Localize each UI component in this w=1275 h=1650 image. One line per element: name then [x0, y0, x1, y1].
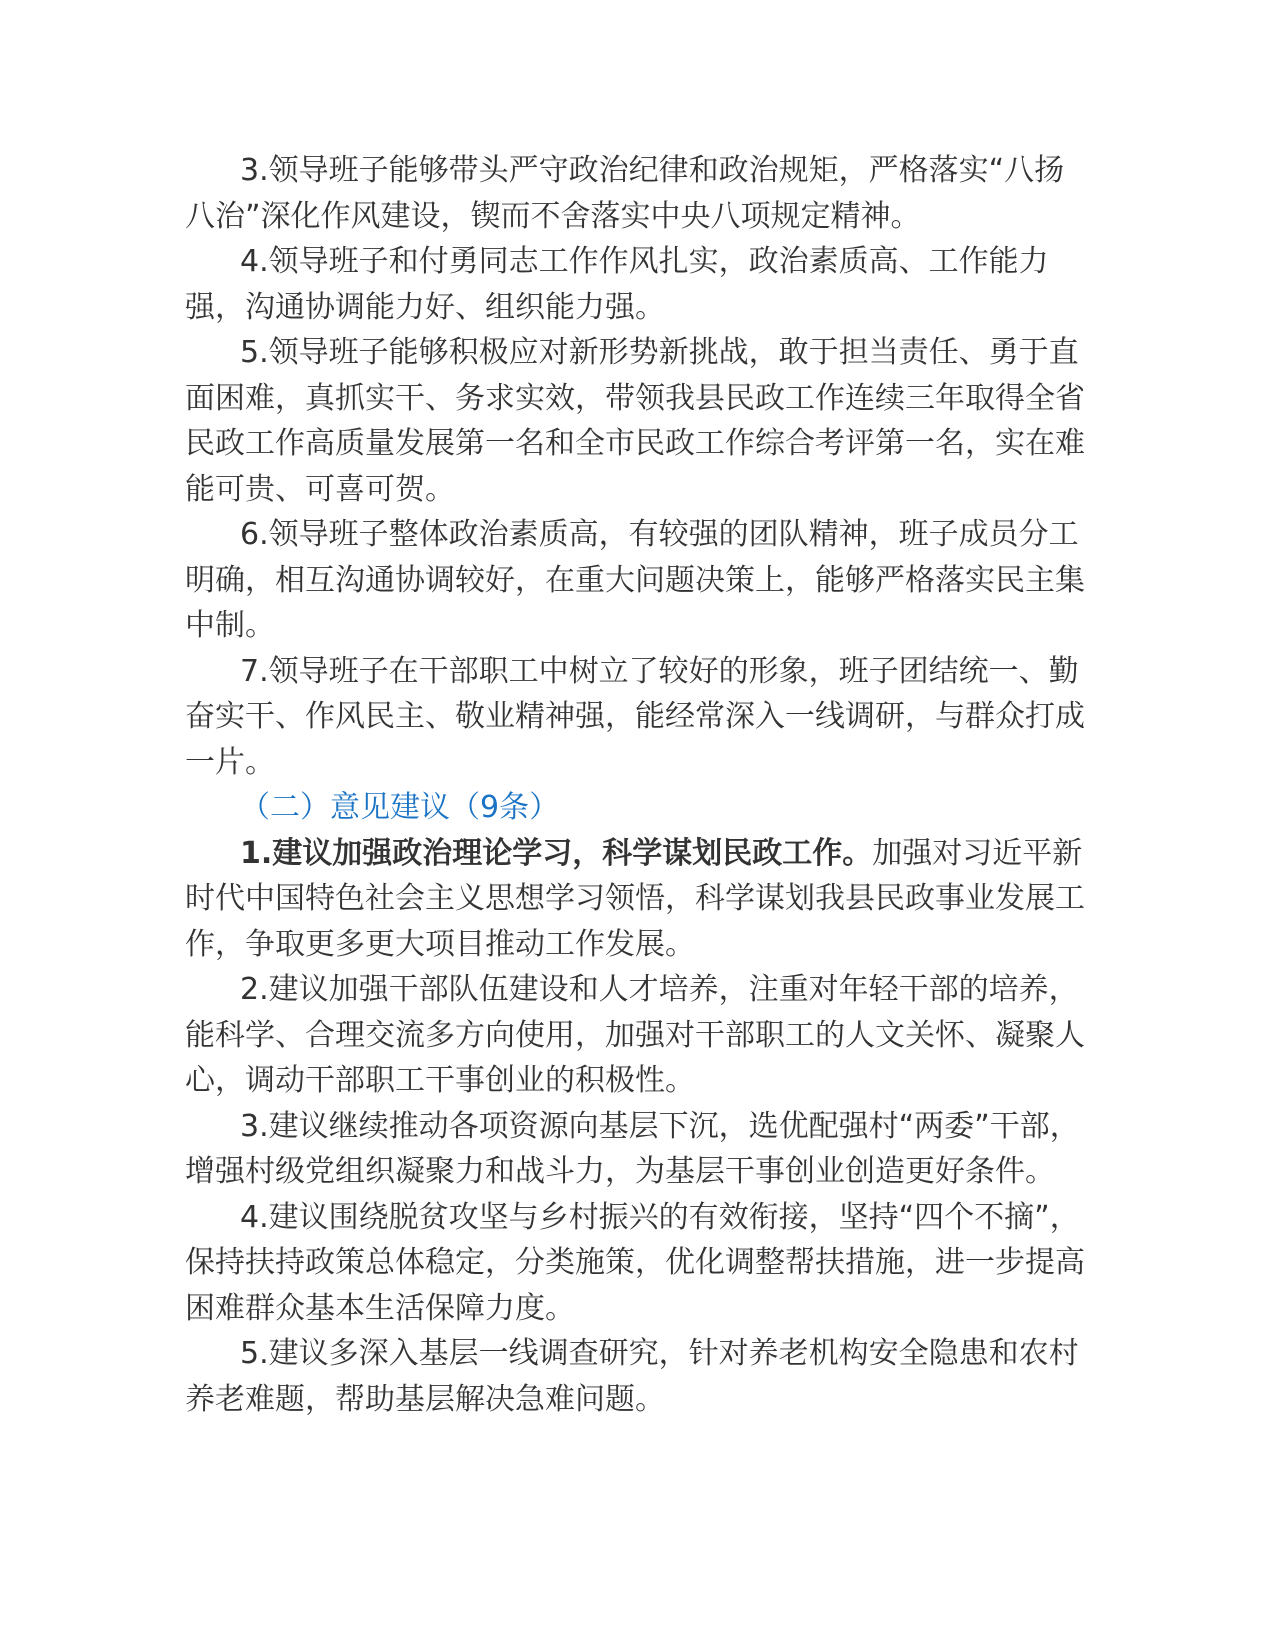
paragraph-3: 3.领导班子能够带头严守政治纪律和政治规矩，严格落实“八扬八治”深化作风建设，锲而不舍落实中央八项规定精神。: [185, 153, 1065, 234]
suggestion-1-body: 加强对习近平新时代中国特色社会主义思想学习领悟，科学谋划我县民政事业发展工作，争取更多更大项目推动工作发展。: [185, 835, 1085, 962]
paragraph-4: 4.领导班子和付勇同志工作作风扎实，政治素质高、工作能力强，沟通协调能力好、组织能力强。: [185, 244, 1049, 325]
suggestion-3: 3.建议继续推动各项资源向基层下沉，选优配强村“两委”干部，增强村级党组织凝聚力和战斗力，为基层干事创业创造更好条件。: [185, 1108, 1080, 1189]
suggestion-4: 4.建议围绕脱贫攻坚与乡村振兴的有效衔接，坚持“四个不摘”，保持扶持政策总体稳定，分类施策，优化调整帮扶措施，进一步提高困难群众基本生活保障力度。: [185, 1199, 1085, 1326]
suggestion-1-title: 1.建议加强政治理论学习，科学谋划民政工作。: [240, 835, 873, 871]
suggestion-1: [185, 831, 1085, 968]
suggestion-2: 2.建议加强干部队伍建设和人才培养，注重对年轻干部的培养，能科学、合理交流多方向使用，加强对干部职工的人文关怀、凝聚人心，调动干部职工干事创业的积极性。: [185, 972, 1085, 1098]
document-body: [185, 148, 1085, 1422]
section-heading: （二）意见建议（9条）: [240, 790, 560, 825]
suggestion-5: 5.建议多深入基层一线调查研究，针对养老机构安全隐患和农村养老难题，帮助基层解决急难问题。: [185, 1336, 1079, 1417]
paragraph-7: 7.领导班子在干部职工中树立了较好的形象，班子团结统一、勤奋实干、作风民主、敬业精神强，能经常深入一线调研，与群众打成一片。: [185, 653, 1085, 780]
paragraph-6: 6.领导班子整体政治素质高，有较强的团队精神，班子成员分工明确，相互沟通协调较好，在重大问题决策上，能够严格落实民主集中制。: [185, 517, 1085, 643]
paragraph-5: 5.领导班子能够积极应对新形势新挑战，敢于担当责任、勇于直面困难，真抓实干、务求实效，带领我县民政工作连续三年取得全省民政工作高质量发展第一名和全市民政工作综合考评第一名，实在难能可贵、可喜可贺。: [185, 335, 1085, 507]
